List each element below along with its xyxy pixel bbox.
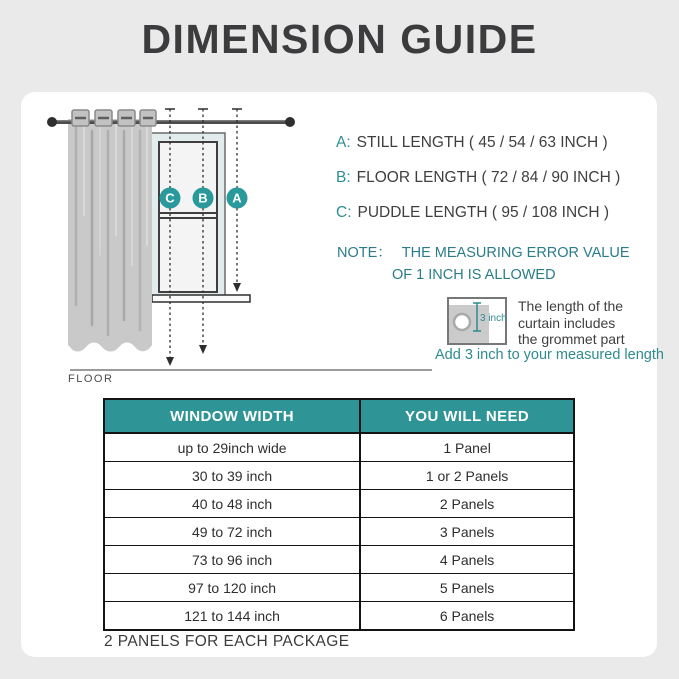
need-cell: 1 Panel <box>360 433 574 462</box>
floor-line <box>70 369 432 371</box>
panel-size-table <box>103 398 575 631</box>
dimension-guide-card <box>21 92 664 657</box>
curtain-measurement-diagram <box>30 95 360 368</box>
need-cell: 5 Panels <box>360 574 574 602</box>
table-row <box>104 518 574 546</box>
grommet-diagram <box>447 297 507 345</box>
header-you-will-need: YOU WILL NEED <box>360 399 574 433</box>
floor-label: FLOOR <box>68 373 114 385</box>
table-row <box>104 574 574 602</box>
rod-finial-right <box>285 117 295 127</box>
table-row <box>104 433 574 462</box>
width-cell: 30 to 39 inch <box>104 462 360 490</box>
table-row <box>104 462 574 490</box>
table-row <box>104 546 574 574</box>
need-cell: 1 or 2 Panels <box>360 462 574 490</box>
badge-b-label: B <box>198 190 208 206</box>
arrowhead-b-icon <box>199 345 207 354</box>
curtain-illustration <box>68 119 152 352</box>
width-cell: up to 29inch wide <box>104 433 360 462</box>
measuring-note <box>337 242 630 286</box>
arrowhead-a-icon <box>233 283 241 292</box>
spec-puddle-length <box>336 203 620 223</box>
window-sill <box>152 295 250 302</box>
width-cell: 40 to 48 inch <box>104 490 360 518</box>
table-row <box>104 490 574 518</box>
page-title: DIMENSION GUIDE <box>141 16 538 62</box>
table-row <box>104 602 574 631</box>
grommet-ring-icon <box>454 314 470 330</box>
rod-finial-left <box>47 117 57 127</box>
package-note: 2 PANELS FOR EACH PACKAGE <box>104 633 350 650</box>
grommet-description: The length of the curtain includes the grommet part <box>518 298 625 347</box>
need-cell: 3 Panels <box>360 518 574 546</box>
note-label: NOTE： <box>337 245 392 261</box>
window-illustration <box>151 133 250 302</box>
note-line1 <box>337 242 630 264</box>
spec-still-length <box>336 133 620 153</box>
spec-c-text: PUDDLE LENGTH ( 95 / 108 INCH ) <box>357 204 610 221</box>
width-cell: 121 to 144 inch <box>104 602 360 631</box>
need-cell: 2 Panels <box>360 490 574 518</box>
add-three-inch-tip: Add 3 inch to your measured length <box>435 347 664 363</box>
curtain-rod <box>47 110 295 127</box>
spec-c-prefix: C: <box>336 204 352 221</box>
spec-a-text: STILL LENGTH ( 45 / 54 / 63 INCH ) <box>356 134 608 151</box>
spec-b-prefix: B: <box>336 169 351 186</box>
spec-a-prefix: A: <box>336 134 351 151</box>
width-cell: 49 to 72 inch <box>104 518 360 546</box>
badge-c-label: C <box>165 190 175 206</box>
note-line2: OF 1 INCH IS ALLOWED <box>392 267 556 283</box>
table-header-row <box>104 399 574 433</box>
spec-b-text: FLOOR LENGTH ( 72 / 84 / 90 INCH ) <box>356 169 621 186</box>
width-cell: 73 to 96 inch <box>104 546 360 574</box>
measurement-badges <box>160 188 248 209</box>
spec-floor-length <box>336 168 620 188</box>
header-window-width: WINDOW WIDTH <box>104 399 360 433</box>
grommet-measure-label: 3 inch <box>480 313 507 324</box>
length-specs <box>336 133 620 223</box>
arrowhead-c-icon <box>166 357 174 366</box>
need-cell: 4 Panels <box>360 546 574 574</box>
width-cell: 97 to 120 inch <box>104 574 360 602</box>
badge-a-label: A <box>232 190 242 206</box>
need-cell: 6 Panels <box>360 602 574 631</box>
note-text1: THE MEASURING ERROR VALUE <box>401 245 630 261</box>
